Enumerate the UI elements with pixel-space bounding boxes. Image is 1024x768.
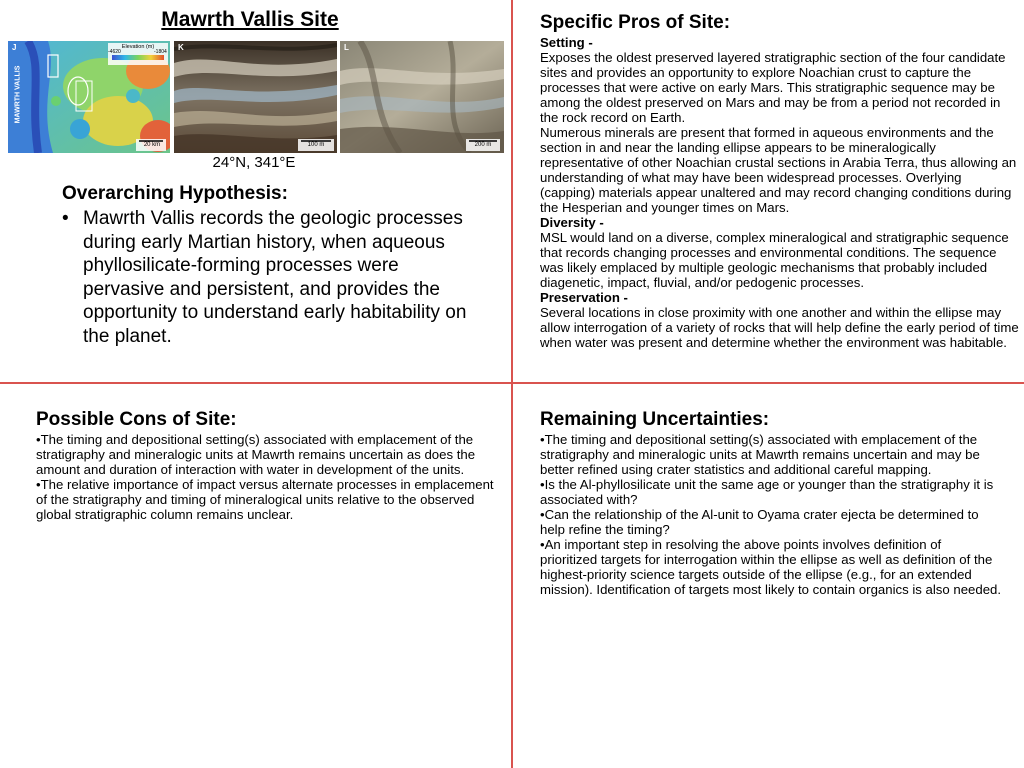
diversity-label: Diversity - bbox=[540, 215, 604, 230]
stratigraphy-image-l bbox=[340, 41, 504, 153]
uncertainties-section bbox=[540, 409, 1002, 597]
stratigraphy-image-k bbox=[174, 41, 337, 153]
horizontal-divider bbox=[0, 382, 1024, 384]
uncertainty-item: •Can the relationship of the Al-unit to Oyama crater ejecta be determined to help refine the timing? bbox=[540, 507, 979, 537]
site-images bbox=[8, 41, 504, 154]
image-j-legend-title: Elevation (m) bbox=[121, 44, 155, 50]
preservation-paragraph: Several locations in close proximity with one another and within the ellipse may allow interrogation of a variety of rocks that will help define the early period of time when water was present and determine whether the environment was habitable. bbox=[540, 305, 1019, 350]
uncertainty-item: •The timing and depositional setting(s) associated with emplacement of the stratigraphy and mineralogic units at Mawrth remains uncertain and may be better refined using crater statistics and additional careful mapping. bbox=[540, 432, 980, 477]
uncertainties-heading: Remaining Uncertainties: bbox=[540, 409, 770, 430]
cons-section bbox=[36, 409, 498, 522]
image-k-scale: 100 m bbox=[307, 142, 325, 148]
bullet-icon: • bbox=[62, 208, 69, 229]
setting-paragraph-2: Numerous minerals are present that formed in aqueous environments and the section in and near the landing ellipse appears to be mineralogically representative of other Noachian crustal sections in Arabia Terra, thus allowing an understanding of what may have been widespread processes. Overlying (capping) materials appear unaltered and may record changing conditions during the Hesperian and younger times on Mars. bbox=[540, 125, 1017, 215]
hypothesis-heading: Overarching Hypothesis: bbox=[62, 183, 288, 204]
hypothesis-text: Mawrth Vallis records the geologic processes during early Martian history, when aqueous phyllosilicate-forming processes were pervasive and persistent, and provides the opportunity to understand early habitability on the planet. bbox=[83, 208, 467, 347]
pros-heading: Specific Pros of Site: bbox=[540, 12, 731, 33]
diversity-paragraph: MSL would land on a diverse, complex mineralogical and stratigraphic sequence that records changing processes and environmental conditions. The sequence was likely emplaced by multiple geologic mechanisms that probably included diagenetic, impact, fluvial, and/or pedogenic processes. bbox=[540, 230, 1009, 290]
image-j-legend-max: -1804 bbox=[154, 49, 167, 55]
cons-heading: Possible Cons of Site: bbox=[36, 409, 237, 430]
image-j-scale: 20 km bbox=[143, 142, 161, 148]
preservation-label: Preservation - bbox=[540, 290, 628, 305]
site-title: Mawrth Vallis Site bbox=[161, 8, 339, 31]
site-coordinates: 24°N, 341°E bbox=[212, 154, 296, 171]
image-l-scale: 200 m bbox=[474, 142, 492, 148]
image-j-legend-min: -4620 bbox=[108, 49, 121, 55]
cons-item: •The timing and depositional setting(s) associated with emplacement of the stratigraphy and mineralogic units at Mawrth remains uncertain as does the amount and duration of interaction with water in development of the units. bbox=[36, 432, 476, 477]
elevation-map-image bbox=[8, 41, 170, 153]
image-k-letter: K bbox=[178, 43, 184, 52]
image-l-letter: L bbox=[344, 43, 349, 52]
image-j-side-label: MAWRTH VALLIS bbox=[14, 65, 22, 124]
pros-section bbox=[540, 12, 1020, 350]
hypothesis-item bbox=[62, 207, 482, 348]
uncertainty-item: •An important step in resolving the above points involves definition of prioritized targets for interrogation within the ellipse as well as definition of the highest-priority science targets outside of the ellipse (e.g., for an extended mission). Identification of targets most likely to contain organics is also needed. bbox=[540, 537, 1002, 597]
setting-label: Setting - bbox=[540, 35, 593, 50]
image-j-letter: J bbox=[12, 43, 17, 52]
uncertainty-item: •Is the Al-phyllosilicate unit the same age or younger than the stratigraphy it is associated with? bbox=[540, 477, 994, 507]
vertical-divider bbox=[511, 0, 513, 768]
setting-paragraph-1: Exposes the oldest preserved layered stratigraphic section of the four candidate sites and provides an opportunity to explore Noachian crust to capture the processes that were active on early Mars. This stratigraphic sequence may be among the oldest preserved on Mars and may be from a period not recorded in the rock record on Earth. bbox=[540, 50, 1006, 125]
hypothesis-section bbox=[62, 183, 482, 348]
cons-item: •The relative importance of impact versus alternate processes in emplacement of the stratigraphy and timing of mineralogical units relative to the observed global stratigraphic column remains unclear. bbox=[36, 477, 494, 522]
